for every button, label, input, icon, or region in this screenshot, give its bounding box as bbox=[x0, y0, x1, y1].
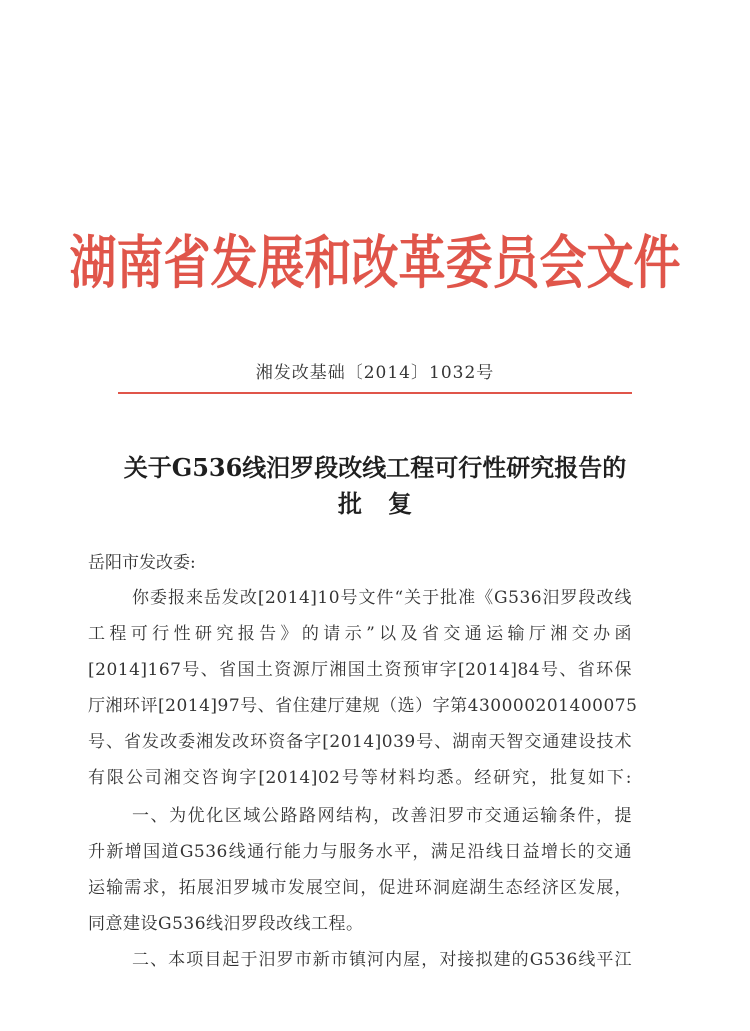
paragraph-1-line: 工程可行性研究报告》的请示”以及省交通运输厅湘交办函 bbox=[88, 624, 632, 644]
paragraph-2-line: 运输需求，拓展汨罗城市发展空间，促进环洞庭湖生态经济区发展， bbox=[88, 878, 632, 898]
header-divider bbox=[118, 392, 632, 394]
paragraph-1-line: 有限公司湘交咨询字[2014]02号等材料均悉。经研究，批复如下: bbox=[88, 768, 632, 788]
document-number: 湘发改基础〔2014〕1032号 bbox=[255, 363, 495, 383]
paragraph-2-line: 同意建设G536线汨罗段改线工程。 bbox=[88, 914, 364, 934]
document-title-line-1: 关于G536线汨罗段改线工程可行性研究报告的 bbox=[123, 453, 627, 482]
paragraph-2-line: 一、为优化区域公路路网结构，改善汨罗市交通运输条件，提 bbox=[132, 806, 632, 826]
paragraph-1-line: [2014]167号、省国土资源厅湘国土资预审字[2014]84号、省环保 bbox=[88, 660, 632, 680]
addressee: 岳阳市发改委: bbox=[88, 553, 196, 573]
paragraph-3-line: 二、本项目起于汨罗市新市镇河内屋，对接拟建的G536线平江 bbox=[132, 950, 632, 970]
paragraph-1-line: 你委报来岳发改[2014]10号文件“关于批准《G536汨罗段改线 bbox=[132, 588, 632, 608]
document-title-word-2: 复 bbox=[388, 489, 412, 518]
document-title-word-1: 批 bbox=[338, 489, 362, 518]
paragraph-1-line: 厅湘环评[2014]97号、省住建厅建规（选）字第430000201400075 bbox=[88, 696, 638, 716]
paragraph-2-line: 升新增国道G536线通行能力与服务水平，满足沿线日益增长的交通 bbox=[88, 842, 632, 862]
document-header-title: 湖南省发展和改革委员会文件 bbox=[69, 230, 681, 298]
paragraph-1-line: 号、省发改委湘发改环资备字[2014]039号、湖南天智交通建设技术 bbox=[88, 732, 632, 752]
document-title-line-2 bbox=[0, 484, 750, 519]
